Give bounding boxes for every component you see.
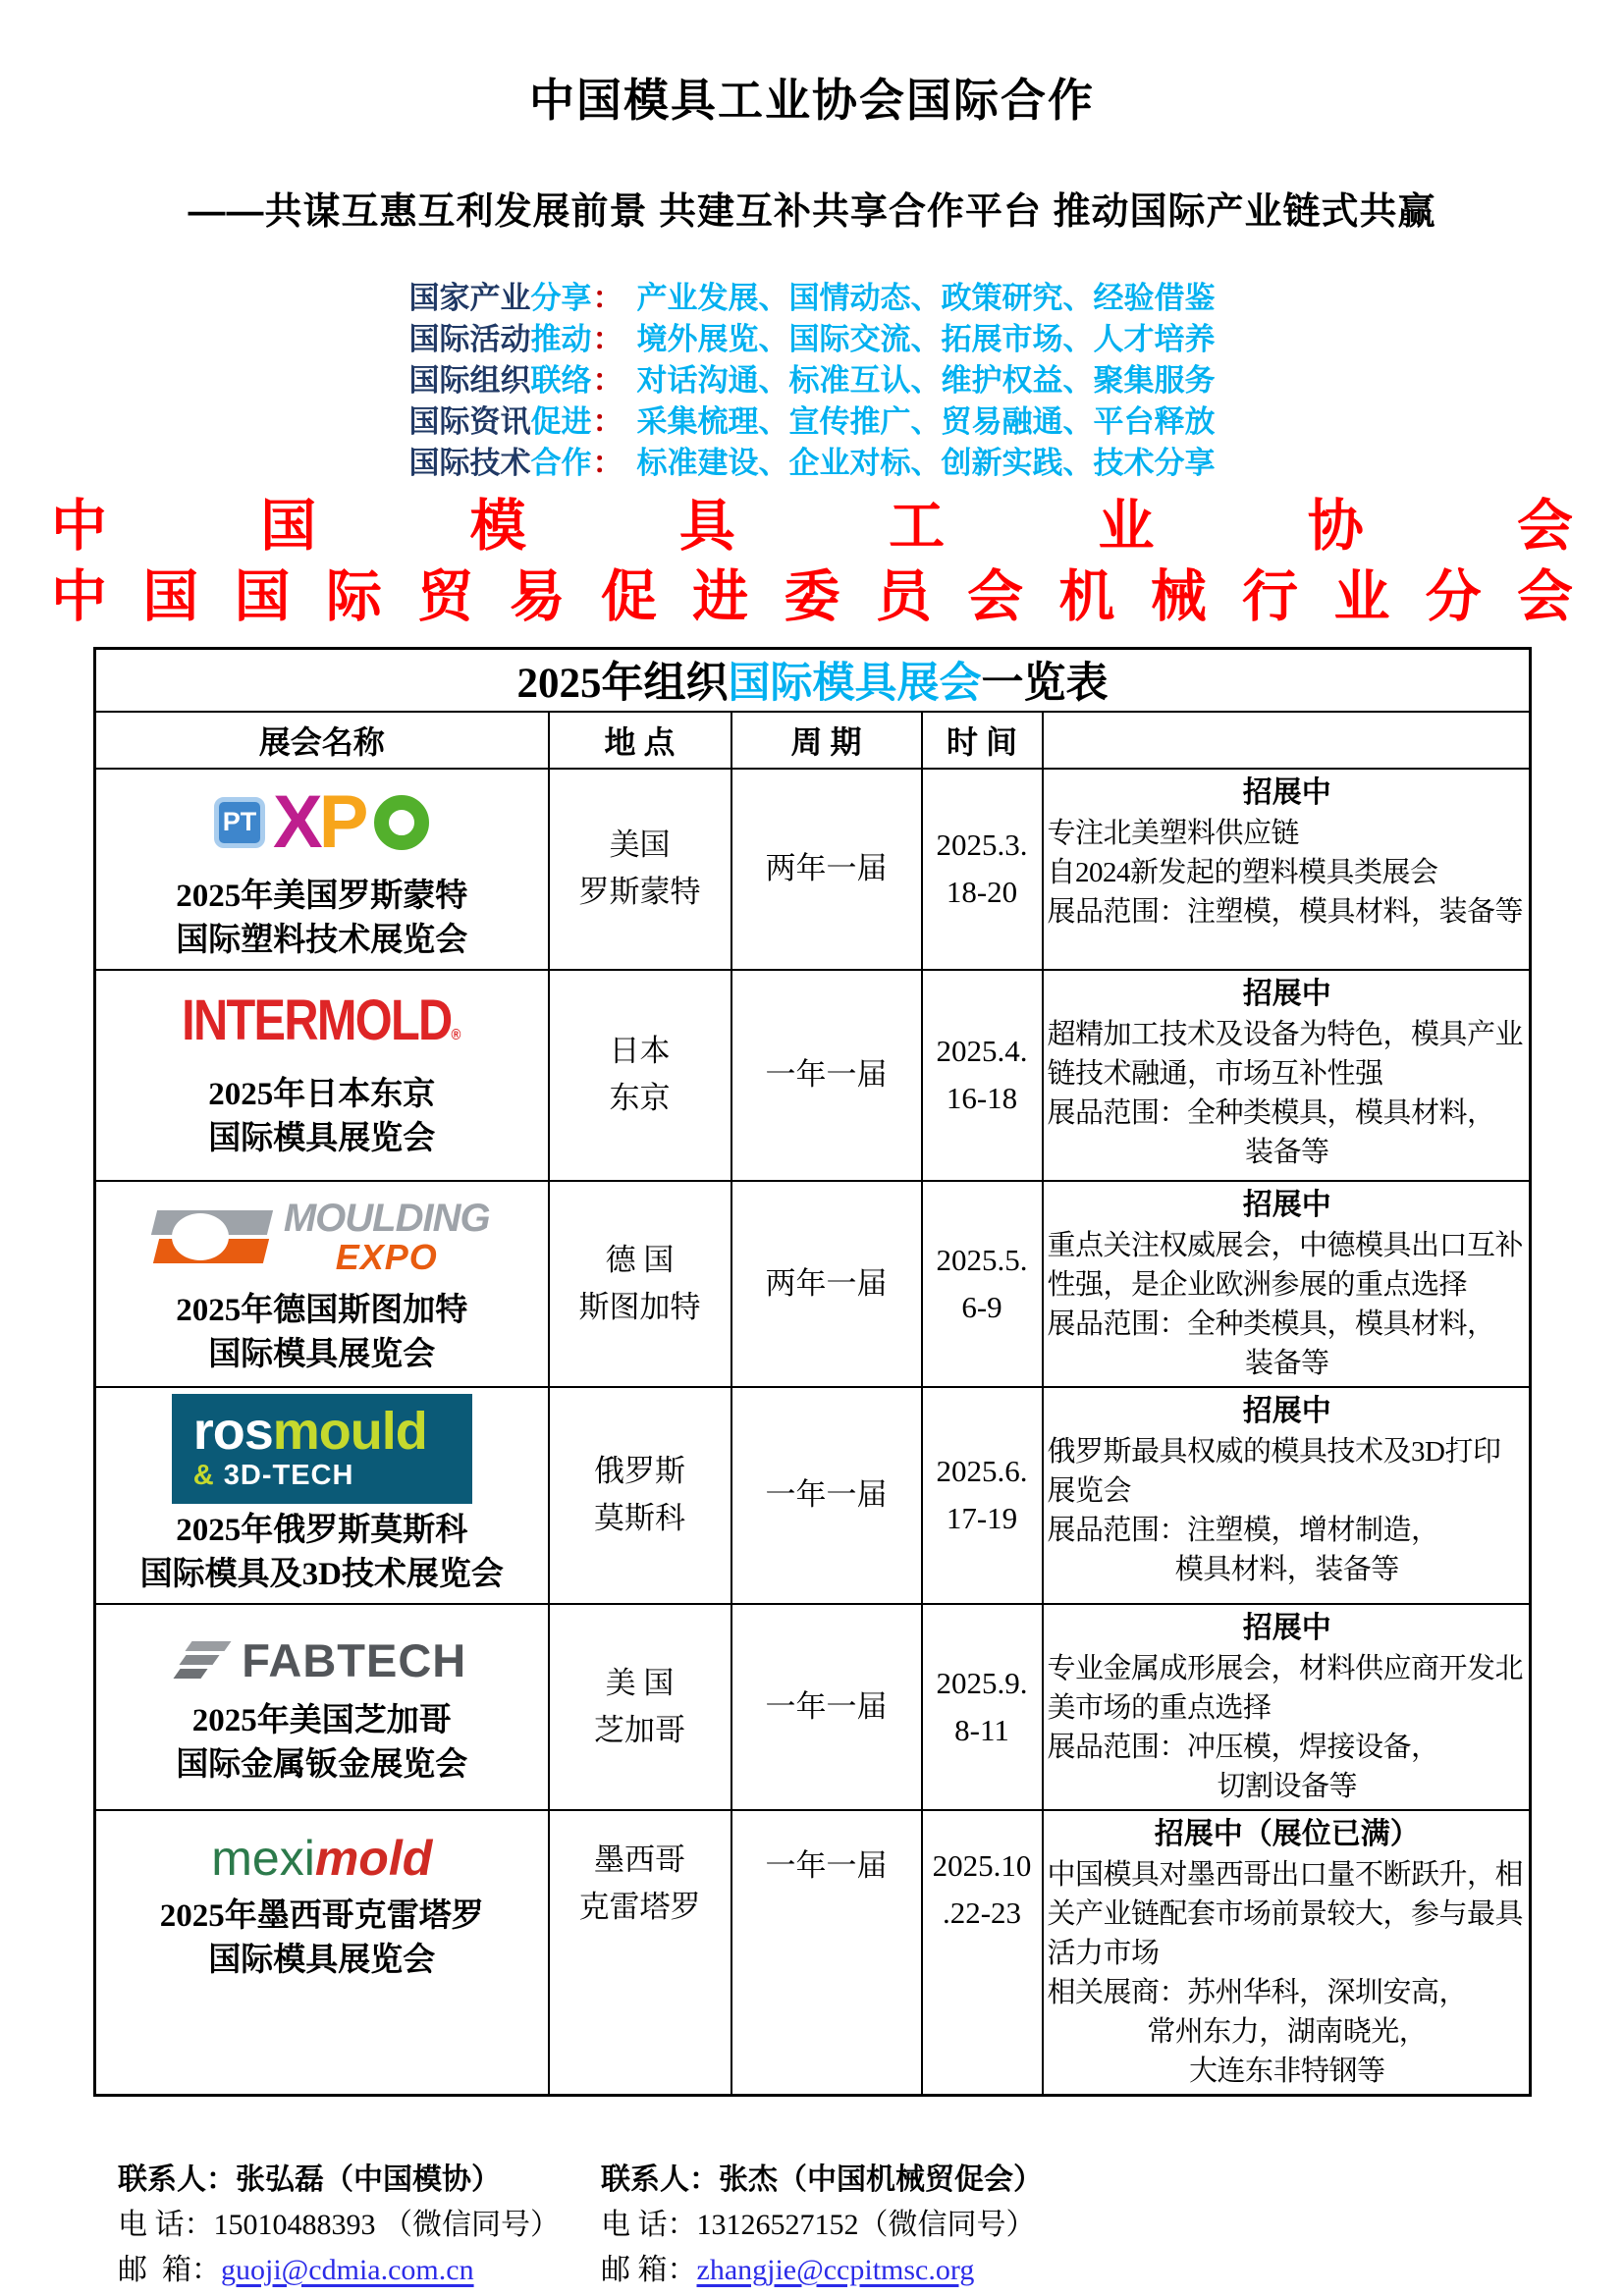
detail-line: 自2024新发起的塑料模具类展会 <box>1047 856 1438 888</box>
cycle-cell: 两年一届 <box>731 769 922 970</box>
location-line2: 东京 <box>609 1081 671 1115</box>
detail-line: 模具材料，装备等 <box>1174 1553 1399 1585</box>
service-items: 对话沟通、标准互认、维护权益、聚集服务 <box>636 363 1216 398</box>
time-cell <box>922 769 1043 970</box>
exhibition-name <box>100 1895 544 1983</box>
status-badge: 招展中 <box>1242 1394 1331 1427</box>
service-colon: ： <box>592 281 623 315</box>
details-cell <box>1043 1181 1531 1387</box>
col-header-name: 展会名称 <box>95 712 549 769</box>
details-cell <box>1043 1604 1531 1810</box>
service-line <box>409 401 1216 443</box>
contact-name: 联系人：张弘磊（中国模协） <box>118 2163 501 2196</box>
expo-word: EXPO <box>335 1237 438 1277</box>
time-cell <box>922 1810 1043 2096</box>
detail-line: 中国模具对墨西哥出口量不断跃升，相关产业链配套市场前景较大，参与最具活力市场 <box>1047 1858 1524 1969</box>
service-action: 联络 <box>530 363 592 398</box>
exhibition-name-line2: 国际模具展览会 <box>208 1121 436 1156</box>
details-cell <box>1043 769 1531 970</box>
exhibition-name-cell <box>95 1387 549 1604</box>
detail-line: 专业金属成形展会，材料供应商开发北美市场的重点选择 <box>1047 1652 1524 1724</box>
threed-tech-word: 3D-TECH <box>223 1459 354 1491</box>
table-row <box>95 1181 1531 1387</box>
ptxpo-p-letter: P <box>318 779 369 864</box>
table-title-row <box>95 649 1531 712</box>
location-cell <box>549 769 731 970</box>
table-row <box>95 769 1531 970</box>
details-cell <box>1043 1810 1531 2096</box>
detail-line: 装备等 <box>1244 1136 1329 1168</box>
contact-phone-line <box>601 2203 1084 2248</box>
time-line1: 2025.5. <box>936 1242 1028 1277</box>
service-category: 国际资讯 <box>408 404 531 439</box>
table-row <box>95 970 1531 1181</box>
location-line2: 罗斯蒙特 <box>578 875 701 909</box>
service-category: 国家产业 <box>408 281 531 315</box>
detail-line: 俄罗斯最具权威的模具技术及3D打印展览会 <box>1047 1435 1501 1507</box>
detail-line: 切割设备等 <box>1217 1770 1357 1802</box>
location-line1: 德 国 <box>605 1242 675 1277</box>
organization-names <box>51 492 1573 633</box>
contact-email-line <box>118 2248 601 2293</box>
services-block <box>409 278 1216 484</box>
service-action: 促进 <box>530 404 592 439</box>
time-line1: 2025.6. <box>936 1454 1028 1488</box>
location-cell <box>549 1604 731 1810</box>
ptxpo-pt-badge-icon: PT <box>214 797 265 848</box>
email-label: 邮 箱： <box>118 2253 221 2286</box>
org-name-cdmia: 中国模具工业协会 <box>51 496 1573 558</box>
recycle-ring-icon <box>374 795 429 850</box>
ampersand: & <box>192 1459 224 1491</box>
cycle-cell: 一年一届 <box>731 1810 922 2096</box>
detail-line: 重点关注权威展会，中德模具出口互补性强，是企业欧洲参展的重点选择 <box>1047 1229 1524 1301</box>
table-title-prefix: 2025年组织 <box>516 661 729 708</box>
service-category: 国际技术 <box>408 446 531 480</box>
col-header-time: 时 间 <box>922 712 1043 769</box>
status-badge: 招展中 <box>1242 775 1331 809</box>
status-badge: 招展中（展位已满） <box>1154 1817 1420 1850</box>
table-title <box>95 649 1531 712</box>
service-line <box>409 319 1216 360</box>
exhibition-name-line1: 2025年墨西哥克雷塔罗 <box>159 1897 484 1934</box>
mold-word: mold <box>314 1830 433 1886</box>
col-header-location: 地 点 <box>549 712 731 769</box>
time-line2: 18-20 <box>946 875 1018 909</box>
contact-block-cdmia <box>118 2158 601 2293</box>
location-cell <box>549 970 731 1181</box>
location-line2: 克雷塔罗 <box>578 1889 701 1924</box>
exhibition-name-cell <box>95 970 549 1181</box>
meximold-logo <box>100 1827 544 1890</box>
service-items: 产业发展、国情动态、政策研究、经验借鉴 <box>636 281 1216 315</box>
service-category: 国际活动 <box>408 322 531 356</box>
service-action: 推动 <box>530 322 592 356</box>
exhibition-name-cell <box>95 769 549 970</box>
location-line2: 斯图加特 <box>578 1289 701 1324</box>
exhibition-name-line2: 国际模具展览会 <box>208 1942 436 1978</box>
exhibition-name <box>100 1289 544 1377</box>
moulding-expo-wordmark <box>284 1198 490 1276</box>
status-badge: 招展中 <box>1242 977 1331 1010</box>
exhibition-name <box>100 1699 544 1788</box>
table-title-suffix: 一览表 <box>981 661 1109 708</box>
location-line1: 美国 <box>609 828 671 862</box>
ptxpo-x-letter: X <box>273 779 323 864</box>
service-action: 分享 <box>530 281 592 315</box>
time-cell <box>922 1181 1043 1387</box>
detail-line: 展品范围：全种类模具，模具材料， <box>1047 1096 1495 1129</box>
location-cell <box>549 1181 731 1387</box>
exhibition-name-line2: 国际塑料技术展览会 <box>176 922 468 958</box>
contact-name: 联系人：张杰（中国机械贸促会） <box>601 2163 1043 2196</box>
details-cell <box>1043 1387 1531 1604</box>
exhibition-name-cell <box>95 1604 549 1810</box>
phone-label: 电 话： <box>118 2208 214 2241</box>
service-action: 合作 <box>530 446 592 480</box>
service-colon: ： <box>592 404 623 439</box>
location-line1: 俄罗斯 <box>594 1454 685 1488</box>
intermold-logo <box>183 988 461 1068</box>
time-line2: 16-18 <box>946 1081 1018 1115</box>
table-row <box>95 1604 1531 1810</box>
col-header-cycle: 周 期 <box>731 712 922 769</box>
exhibition-name-line1: 2025年美国罗斯蒙特 <box>176 878 468 914</box>
time-line1: 2025.3. <box>936 828 1028 862</box>
exhibition-name <box>100 1073 544 1161</box>
service-colon: ： <box>592 363 623 398</box>
status-badge: 招展中 <box>1242 1611 1331 1644</box>
exhibition-name <box>100 875 544 963</box>
service-line <box>409 443 1216 484</box>
phone-number: 15010488393 （微信同号） <box>213 2208 560 2241</box>
time-line2: 17-19 <box>946 1501 1018 1535</box>
service-items: 采集梳理、宣传推广、贸易融通、平台释放 <box>636 404 1216 439</box>
exhibition-name-cell <box>95 1181 549 1387</box>
location-line1: 墨西哥 <box>594 1842 685 1877</box>
time-line2: 6-9 <box>961 1289 1002 1324</box>
phone-number: 13126527152（微信同号） <box>696 2208 1036 2241</box>
exhibition-name-line2: 国际模具及3D技术展览会 <box>139 1556 504 1592</box>
detail-line: 展品范围：全种类模具，模具材料， <box>1047 1308 1495 1340</box>
email-link[interactable]: zhangjie@ccpitmsc.org <box>696 2253 975 2286</box>
location-cell <box>549 1810 731 2096</box>
service-colon: ： <box>592 446 623 480</box>
cycle-cell: 一年一届 <box>731 970 922 1181</box>
location-line2: 莫斯科 <box>594 1501 685 1535</box>
rosmould-subline <box>193 1459 455 1492</box>
detail-line: 装备等 <box>1244 1347 1329 1379</box>
detail-line: 展品范围：冲压模，焊接设备， <box>1047 1731 1439 1763</box>
detail-line: 展品范围：注塑模，增材制造， <box>1047 1514 1439 1546</box>
rosmould-logo <box>172 1394 472 1504</box>
detail-line: 专注北美塑料供应链 <box>1047 817 1300 849</box>
exhibition-name-line1: 2025年美国芝加哥 <box>191 1703 452 1738</box>
fabtech-logo <box>100 1626 544 1694</box>
cycle-cell: 两年一届 <box>731 1181 922 1387</box>
registered-mark-icon: ® <box>452 1027 461 1043</box>
phone-label: 电 话： <box>601 2208 697 2241</box>
fabtech-wordmark: FABTECH <box>242 1633 467 1686</box>
rosmould-wordmark <box>192 1401 455 1461</box>
service-line <box>409 278 1216 319</box>
exhibition-name-line2: 国际模具展览会 <box>208 1337 436 1372</box>
exhibition-name-line1: 2025年日本东京 <box>208 1077 436 1112</box>
exhibition-name-line1: 2025年德国斯图加特 <box>176 1293 468 1328</box>
exhibition-name-line1: 2025年俄罗斯莫斯科 <box>176 1512 468 1548</box>
cycle-cell: 一年一届 <box>731 1604 922 1810</box>
table-header-row <box>95 712 1531 769</box>
time-line2: .22-23 <box>942 1895 1022 1930</box>
time-cell <box>922 1387 1043 1604</box>
contact-email-line <box>601 2248 1084 2293</box>
col-header-details <box>1043 712 1531 769</box>
time-cell <box>922 970 1043 1181</box>
cycle-cell: 一年一届 <box>731 1387 922 1604</box>
location-line2: 芝加哥 <box>594 1712 685 1747</box>
time-line2: 8-11 <box>954 1712 1009 1747</box>
status-badge: 招展中 <box>1242 1188 1331 1221</box>
location-line1: 美 国 <box>605 1665 675 1700</box>
contacts-footer <box>118 2158 1624 2293</box>
table-row <box>95 1810 1531 2096</box>
location-cell <box>549 1387 731 1604</box>
exhibition-name <box>100 1509 544 1597</box>
intermold-wordmark: INTERMOLD <box>182 988 453 1052</box>
detail-line: 大连东非特钢等 <box>1188 2055 1385 2087</box>
exhibition-name-cell <box>95 1810 549 2096</box>
time-cell <box>922 1604 1043 1810</box>
contact-phone-line <box>118 2203 601 2248</box>
time-line1: 2025.4. <box>936 1034 1028 1068</box>
detail-line: 相关展商：苏州华科，深圳安高， <box>1047 1976 1468 2008</box>
moulding-expo-logo <box>100 1190 544 1284</box>
moulding-expo-icon <box>154 1206 274 1267</box>
fabtech-stripes-icon <box>177 1641 228 1679</box>
location-line1: 日本 <box>609 1034 671 1068</box>
page-title: 中国模具工业协会国际合作 <box>529 75 1095 126</box>
exhibition-name-line2: 国际金属钣金展览会 <box>176 1747 468 1783</box>
table-title-highlight: 国际模具展会 <box>728 661 982 708</box>
ptxpo-logo <box>100 775 544 870</box>
email-link[interactable]: guoji@cdmia.com.cn <box>221 2253 474 2286</box>
contact-block-ccpit <box>601 2158 1084 2293</box>
ros-word: ros <box>192 1401 273 1461</box>
detail-line: 展品范围：注塑模，模具材料，装备等 <box>1047 895 1524 928</box>
email-label: 邮 箱： <box>601 2253 697 2286</box>
service-category: 国际组织 <box>408 363 531 398</box>
detail-line: 超精加工技术及设备为特色，模具产业链技术融通，市场互补性强 <box>1047 1018 1524 1090</box>
time-line1: 2025.10 <box>932 1847 1032 1883</box>
details-cell <box>1043 970 1531 1181</box>
service-colon: ： <box>592 322 623 356</box>
service-items: 标准建设、企业对标、创新实践、技术分享 <box>636 446 1216 480</box>
org-name-ccpit: 中国国际贸易促进委员会机械行业分会 <box>51 566 1573 628</box>
service-items: 境外展览、国际交流、拓展市场、人才培养 <box>636 322 1216 356</box>
mexi-word: mexi <box>211 1830 315 1886</box>
exhibitions-table <box>93 647 1532 2097</box>
mould-word: mould <box>272 1401 427 1461</box>
page-subtitle: ——共谋互惠互利发展前景 共建互补共享合作平台 推动国际产业链式共赢 <box>188 191 1436 233</box>
time-line1: 2025.9. <box>936 1665 1028 1700</box>
detail-line: 常州东力，湖南晓光， <box>1147 2015 1428 2048</box>
service-line <box>409 360 1216 401</box>
table-row <box>95 1387 1531 1604</box>
moulding-word: MOULDING <box>283 1197 490 1240</box>
